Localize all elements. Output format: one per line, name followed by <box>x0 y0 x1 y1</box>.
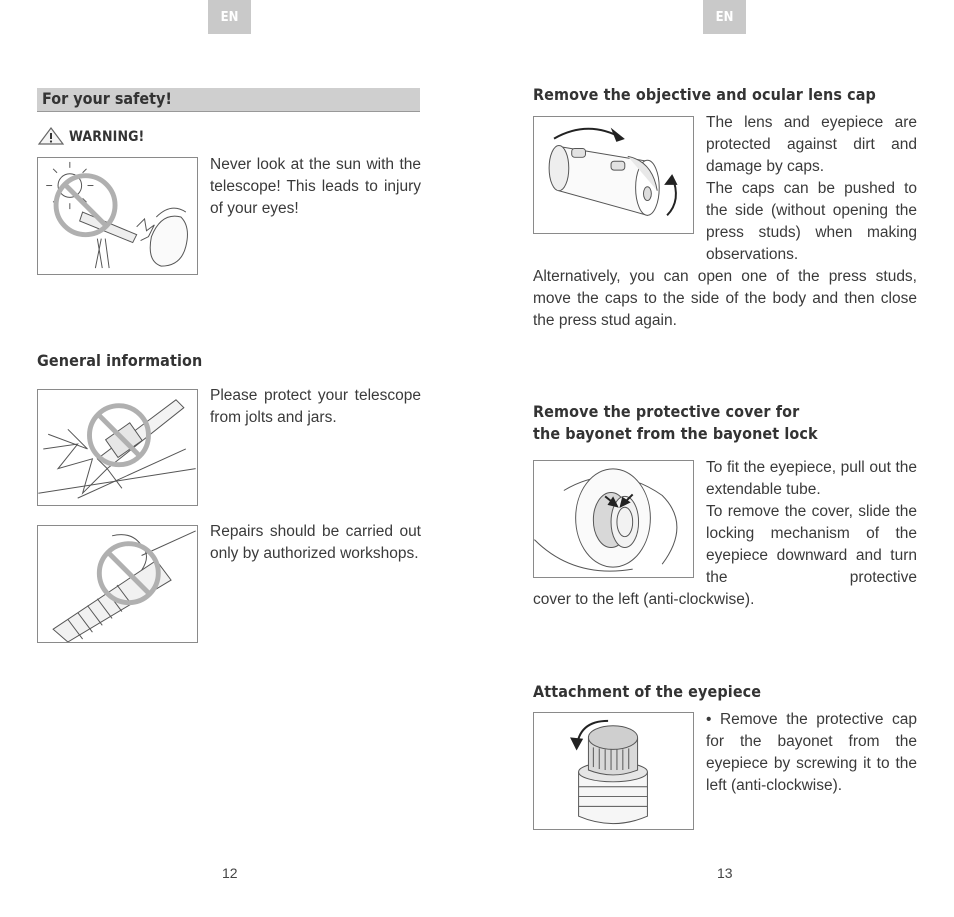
repairs-text: Repairs should be carried out only by authorized workshops. <box>210 523 421 562</box>
lens-caps-text-1: The lens and eyepiece are protected against dirt and damage by caps. <box>706 114 917 175</box>
eyepiece-text: • Remove the protective cap for the bayonet from the eyepiece by screwing it to the left (anti-clockwise). <box>706 711 917 794</box>
prohibition-circle-icon <box>56 176 115 235</box>
protective-cover-heading-line2: the bayonet from the bayonet lock <box>533 424 818 443</box>
language-tab-right: EN <box>703 0 746 34</box>
lens-caps-text-3: Alternatively, you can open one of the press studs, move the caps to the side of the body and then close the press stud again. <box>533 268 917 329</box>
safety-banner-title: For your safety! <box>42 89 172 108</box>
protective-cover-heading-line1: Remove the protective cover for <box>533 402 800 421</box>
language-tab-left: EN <box>208 0 251 34</box>
lens-caps-heading: Remove the objective and ocular lens cap <box>533 85 876 104</box>
figure-jolts <box>37 389 198 506</box>
safety-banner <box>37 88 420 112</box>
warning-label: WARNING! <box>69 129 145 145</box>
page-number-right: 13 <box>717 865 733 881</box>
figure-lens-caps <box>533 116 694 234</box>
bayonet-cover-text-2: To remove the cover, slide the locking mechanism of the eyepiece downward and turn the protective <box>706 503 917 586</box>
figure-repairs <box>37 525 198 643</box>
figure-eyepiece <box>533 712 694 830</box>
figure-bayonet-cover <box>533 460 694 578</box>
lens-caps-text-2: The caps can be pushed to the side (without opening the press studs) when making observations. <box>706 180 917 263</box>
page-number-left: 12 <box>222 865 238 881</box>
warning-triangle-icon <box>37 126 67 146</box>
bayonet-cover-text-3: cover to the left (anti-clockwise). <box>533 591 755 608</box>
eyepiece-attachment-heading: Attachment of the eyepiece <box>533 682 762 701</box>
warning-text: Never look at the sun with the telescope! This leads to injury of your eyes! <box>210 156 421 217</box>
general-information-heading: General information <box>37 351 203 370</box>
figure-sun-warning <box>37 157 198 275</box>
jolts-text: Please protect your telescope from jolts and jars. <box>210 387 421 426</box>
bayonet-cover-text-1: To fit the eyepiece, pull out the extendable tube. <box>706 459 917 498</box>
